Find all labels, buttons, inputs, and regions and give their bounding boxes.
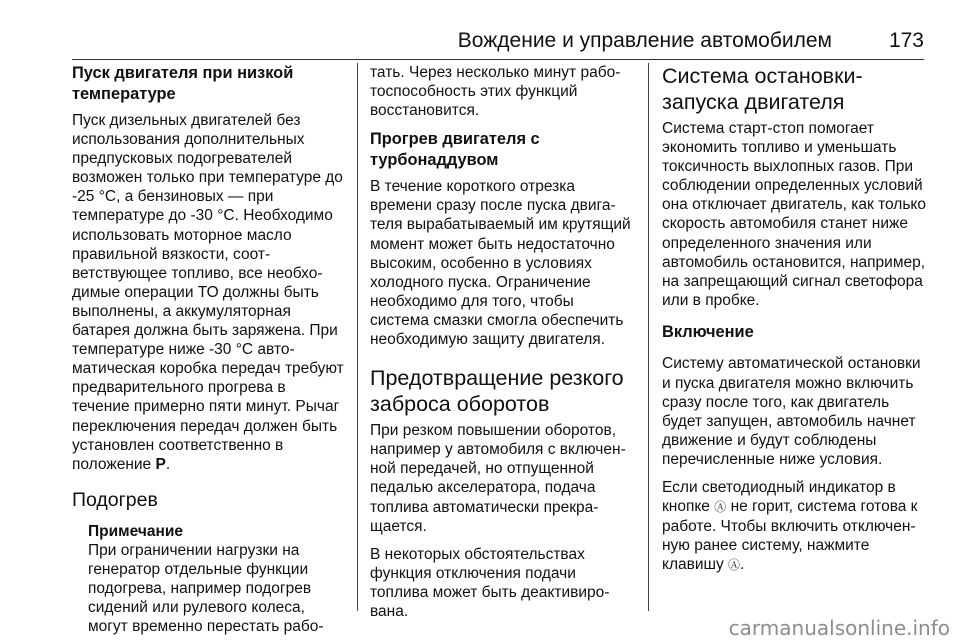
- paragraph-enable-1: Систему автоматической остановки и пуска двигателя можно включить сразу после того, как двигатель будет запущен, автомобиль начнет движение и будут соблюдены перечисленные ниже условия.: [662, 355, 921, 468]
- heading-stopstart: Система остановки-запуска двигателя: [662, 64, 863, 114]
- paragraph-stopstart: Система старт-стоп помогает экономить топливо и уменьшать токсичность выхлопных газов. При соблюдении определенных условий она отключает двигатель, как только скорость автомобиля станет ниже определенного значения или автомобиль остановится, например, на запрещающий сигнал светофора или в пробке.: [662, 120, 926, 309]
- note-text: При ограничении нагрузки на генератор отдельные функции подогрева, например подогрев сидений или рулевого колеса, могут временно перестать рабо-: [88, 541, 324, 636]
- paragraph-turbo: В течение короткого отрезка времени сразу после пуска двигателя вырабатываемый им крутящий момент может быть недостаточно высоким, особенно в условиях холодного пуска. Ограничение необходимо для того, чтобы система смазки смогла обеспечить необходимую защиту двигателя.: [370, 178, 631, 349]
- heading-overrev: Предотвращение резкого заброса оборотов: [370, 366, 624, 417]
- auto-stop-icon: Ⓐ: [714, 500, 727, 515]
- note-title: Примечание: [88, 522, 183, 540]
- heading-warmup: Подогрев: [72, 488, 158, 511]
- watermark: carmanualsonline.info: [728, 616, 950, 640]
- note-continued: тать. Через несколько минут работоспособность этих функций восстановится.: [370, 64, 621, 120]
- heading-turbo: Прогрев двигателя с турбонаддувом: [370, 130, 540, 169]
- paragraph-cold-start: Пуск дизельных двигателей без использования дополнительных предпусковых подогревателей возможен только при температуре до -25 °C, а бензиновых — при температуре до -30 °C. Необходимо использовать моторное масло правильной вязкости, соответствующее топливо, все необходимые операции ТО должны быть выполнены, а аккумуляторная батарея должна быть заряжена. При температуре ниже -30 °C автоматическая коробка передач требуют предварительного прогрева в течение примерно пяти минут. Рычаг переключения передач должен быть установлен соответственно в положение P.: [72, 112, 344, 473]
- paragraph-overrev-1: При резком повышении оборотов, например у автомобиля с включенной передачей, но отпущенной педалью акселератора, подача топлива автоматически прекращается.: [370, 422, 626, 535]
- note-box: [88, 522, 344, 637]
- paragraph-overrev-2: В некоторых обстоятельствах функция отключения подачи топлива может быть деактивирована.: [370, 545, 610, 620]
- heading-enable: Включение: [662, 322, 754, 341]
- header-rule: [72, 59, 924, 60]
- page-header: [72, 28, 924, 54]
- column-middle: [370, 63, 632, 630]
- column-left: [72, 63, 344, 636]
- column-divider: [648, 63, 649, 611]
- heading-cold-start: Пуск двигателя при низкой температуре: [72, 64, 294, 103]
- auto-stop-icon: Ⓐ: [728, 558, 741, 573]
- gear-p-label: P: [155, 455, 166, 473]
- column-right: [662, 63, 926, 584]
- column-divider: [357, 63, 358, 611]
- chapter-title: Вождение и управление автомобилем: [457, 29, 832, 52]
- paragraph-enable-2: Если светодиодный индикатор в кнопке Ⓐ не горит, система готова к работе. Чтобы включить отключенную ранее систему, нажмите клавишу Ⓐ.: [662, 479, 918, 574]
- page-number: 173: [888, 29, 924, 52]
